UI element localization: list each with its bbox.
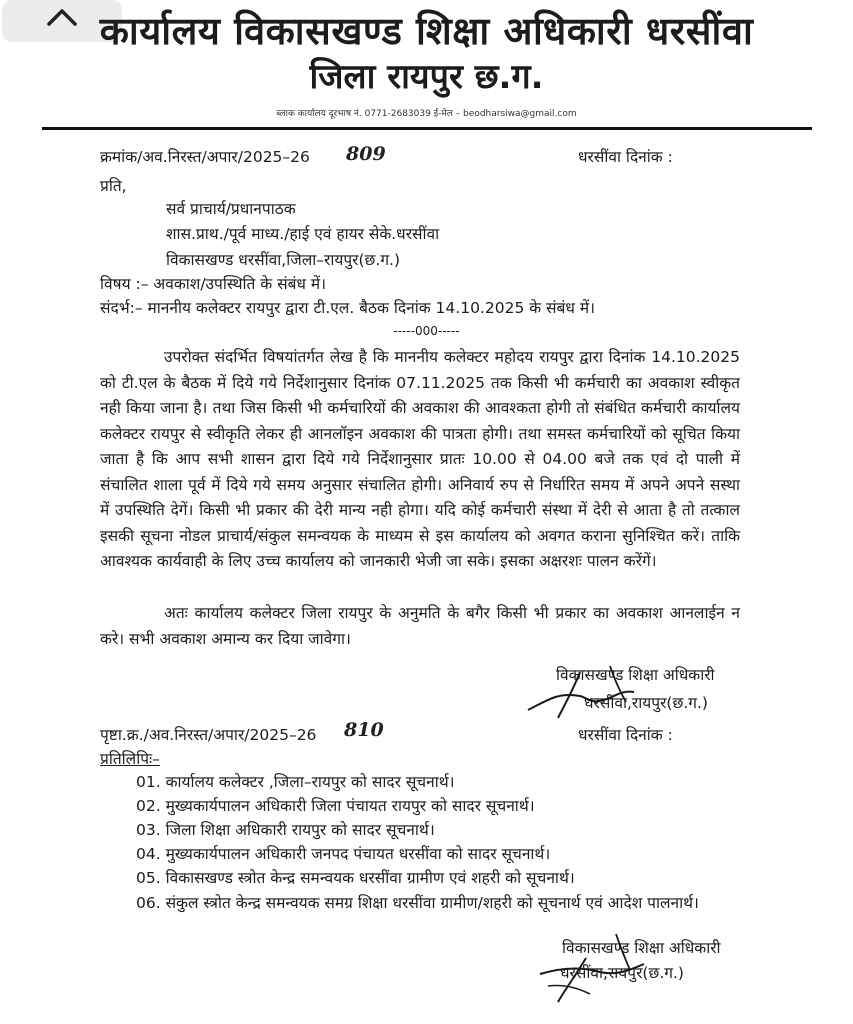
header-divider xyxy=(42,127,812,130)
recipient-line: शास.प्राथ./पूर्व माध्य./हाई एवं हायर सेके.धरसींवा xyxy=(166,225,440,243)
office-title: कार्यालय विकासखण्ड शिक्षा अधिकारी धरसींवा xyxy=(99,9,754,53)
contact-line: ब्लाक कार्यालय दूरभाष नं. 0771-2683039 ई-मेल – beodharsiwa@gmail.com xyxy=(276,109,577,119)
signature-scribble-1 xyxy=(518,662,668,722)
recipient-line: सर्व प्राचार्य/प्रधानपाठक xyxy=(166,200,296,218)
signatory-title-2: विकासखण्ड शिक्षा अधिकारी xyxy=(562,939,721,957)
signatory-place: धरसींवा,रायपुर(छ.ग.) xyxy=(584,694,708,712)
copy-to-item: 04. मुख्यकार्यपालन अधिकारी जनपद पंचायत धरसींवा को सादर सूचनार्थ। xyxy=(136,845,551,863)
to-label: प्रति, xyxy=(100,177,127,195)
copy-to-item: 06. संकुल स्त्रोत केन्द्र समन्वयक समग्र शिक्षा धरसींवा ग्रामीण/शहरी को सूचनार्थ एवं आदेश पालनार्थ। xyxy=(136,894,699,912)
section-divider: -----000----- xyxy=(393,324,460,338)
body-paragraph-1: उपरोक्त संदर्भित विषयांतर्गत लेख है कि माननीय कलेक्टर महोदय रायपुर द्वारा दिनांक 14.10.2025 को टी.एल के बैठक में दिये गये निर्देशानुसार दिनांक 07.11.2025 तक किसी भी कर्मचारी का अवकाश स्वीकृत नही किया जाना है। तथा जिस किसी भी कर्मचारियों की अवकाश की आवश्कता होगी तो संबंधित कर्मचारी कार्यालय कलेक्टर रायपुर से स्वीकृति लेकर ही आनलॉइन अवकाश की पात्रता होगी। तथा समस्त कर्मचारियों को सूचित किया जाता है कि आप सभी शासन द्वारा दिये गये निर्देशानुसार प्रातः 10.00 से 04.00 बजे तक एवं दो पाली में संचालित शाला पूर्व में दिये गये समय अनुसार संचालित होगी। अनिवार्य रुप से निर्धारित समय में अपने अपने सस्था में उपस्थिति देगें। किसी भी प्रकार की देरी मान्य नही होगा। यदि कोई कर्मचारी संस्था में देरी से आता है तो तत्काल इसकी सूचना नोडल प्राचार्य/संकुल समन्वयक के माध्यम से इस कार्यालय को अवगत कराना सुनिश्चित करें। ताकि आवश्यक कार्यवाही के लिए उच्च कार्यालय को जानकारी भेजी जा सके। इसका अक्षरशः पालन करेंगें। xyxy=(100,348,740,570)
subject-line: विषय :– अवकाश/उपस्थिति के संबंध में। xyxy=(100,275,327,293)
context-line: संदर्भ:– माननीय कलेक्टर रायपुर द्वारा टी.एल. बैठक दिनांक 14.10.2025 के संबंध में। xyxy=(100,299,595,317)
district-title: जिला रायपुर छ.ग. xyxy=(309,57,544,97)
signatory-title: विकासखण्ड शिक्षा अधिकारी xyxy=(556,666,715,684)
place-date: धरसींवा दिनांक : xyxy=(578,148,673,166)
order-number-handwritten: 809 xyxy=(346,143,386,165)
body-paragraph-2: अतः कार्यालय कलेक्टर जिला रायपुर के अनुमति के बगैर किसी भी प्रकार का अवकाश आनलाईन न करे। सभी अवकाश अमान्य कर दिया जावेगा। xyxy=(100,604,740,648)
recipient-line: विकासखण्ड धरसींवा,जिला–रायपुर(छ.ग.) xyxy=(166,251,401,269)
endorsement-number-handwritten: 810 xyxy=(344,719,384,741)
copy-to-item: 02. मुख्यकार्यपालन अधिकारी जिला पंचायत रायपुर को सादर सूचनार्थ। xyxy=(136,797,535,815)
copy-to-item: 01. कार्यालय कलेक्टर ,जिला–रायपुर को सादर सूचनार्थ। xyxy=(136,773,455,791)
endorsement-number-label: पृष्टा.क्र./अव.निरस्त/अपार/2025–26 xyxy=(100,726,317,744)
signature-scribble-2 xyxy=(520,928,680,1008)
copy-to-item: 03. जिला शिक्षा अधिकारी रायपुर को सादर सूचनार्थ। xyxy=(136,821,435,839)
copy-place-date: धरसींवा दिनांक : xyxy=(578,726,673,744)
copy-to-label: प्रतिलिपिः– xyxy=(100,750,160,768)
signatory-place-2: धरसींवा,रायपुर(छ.ग.) xyxy=(560,964,684,982)
order-number-label: क्रमांक/अव.निरस्त/अपार/2025–26 xyxy=(100,148,310,166)
copy-to-item: 05. विकासखण्ड स्त्रोत केन्द्र समन्वयक धरसींवा ग्रामीण एवं शहरी को सूचनार्थ। xyxy=(136,869,575,887)
